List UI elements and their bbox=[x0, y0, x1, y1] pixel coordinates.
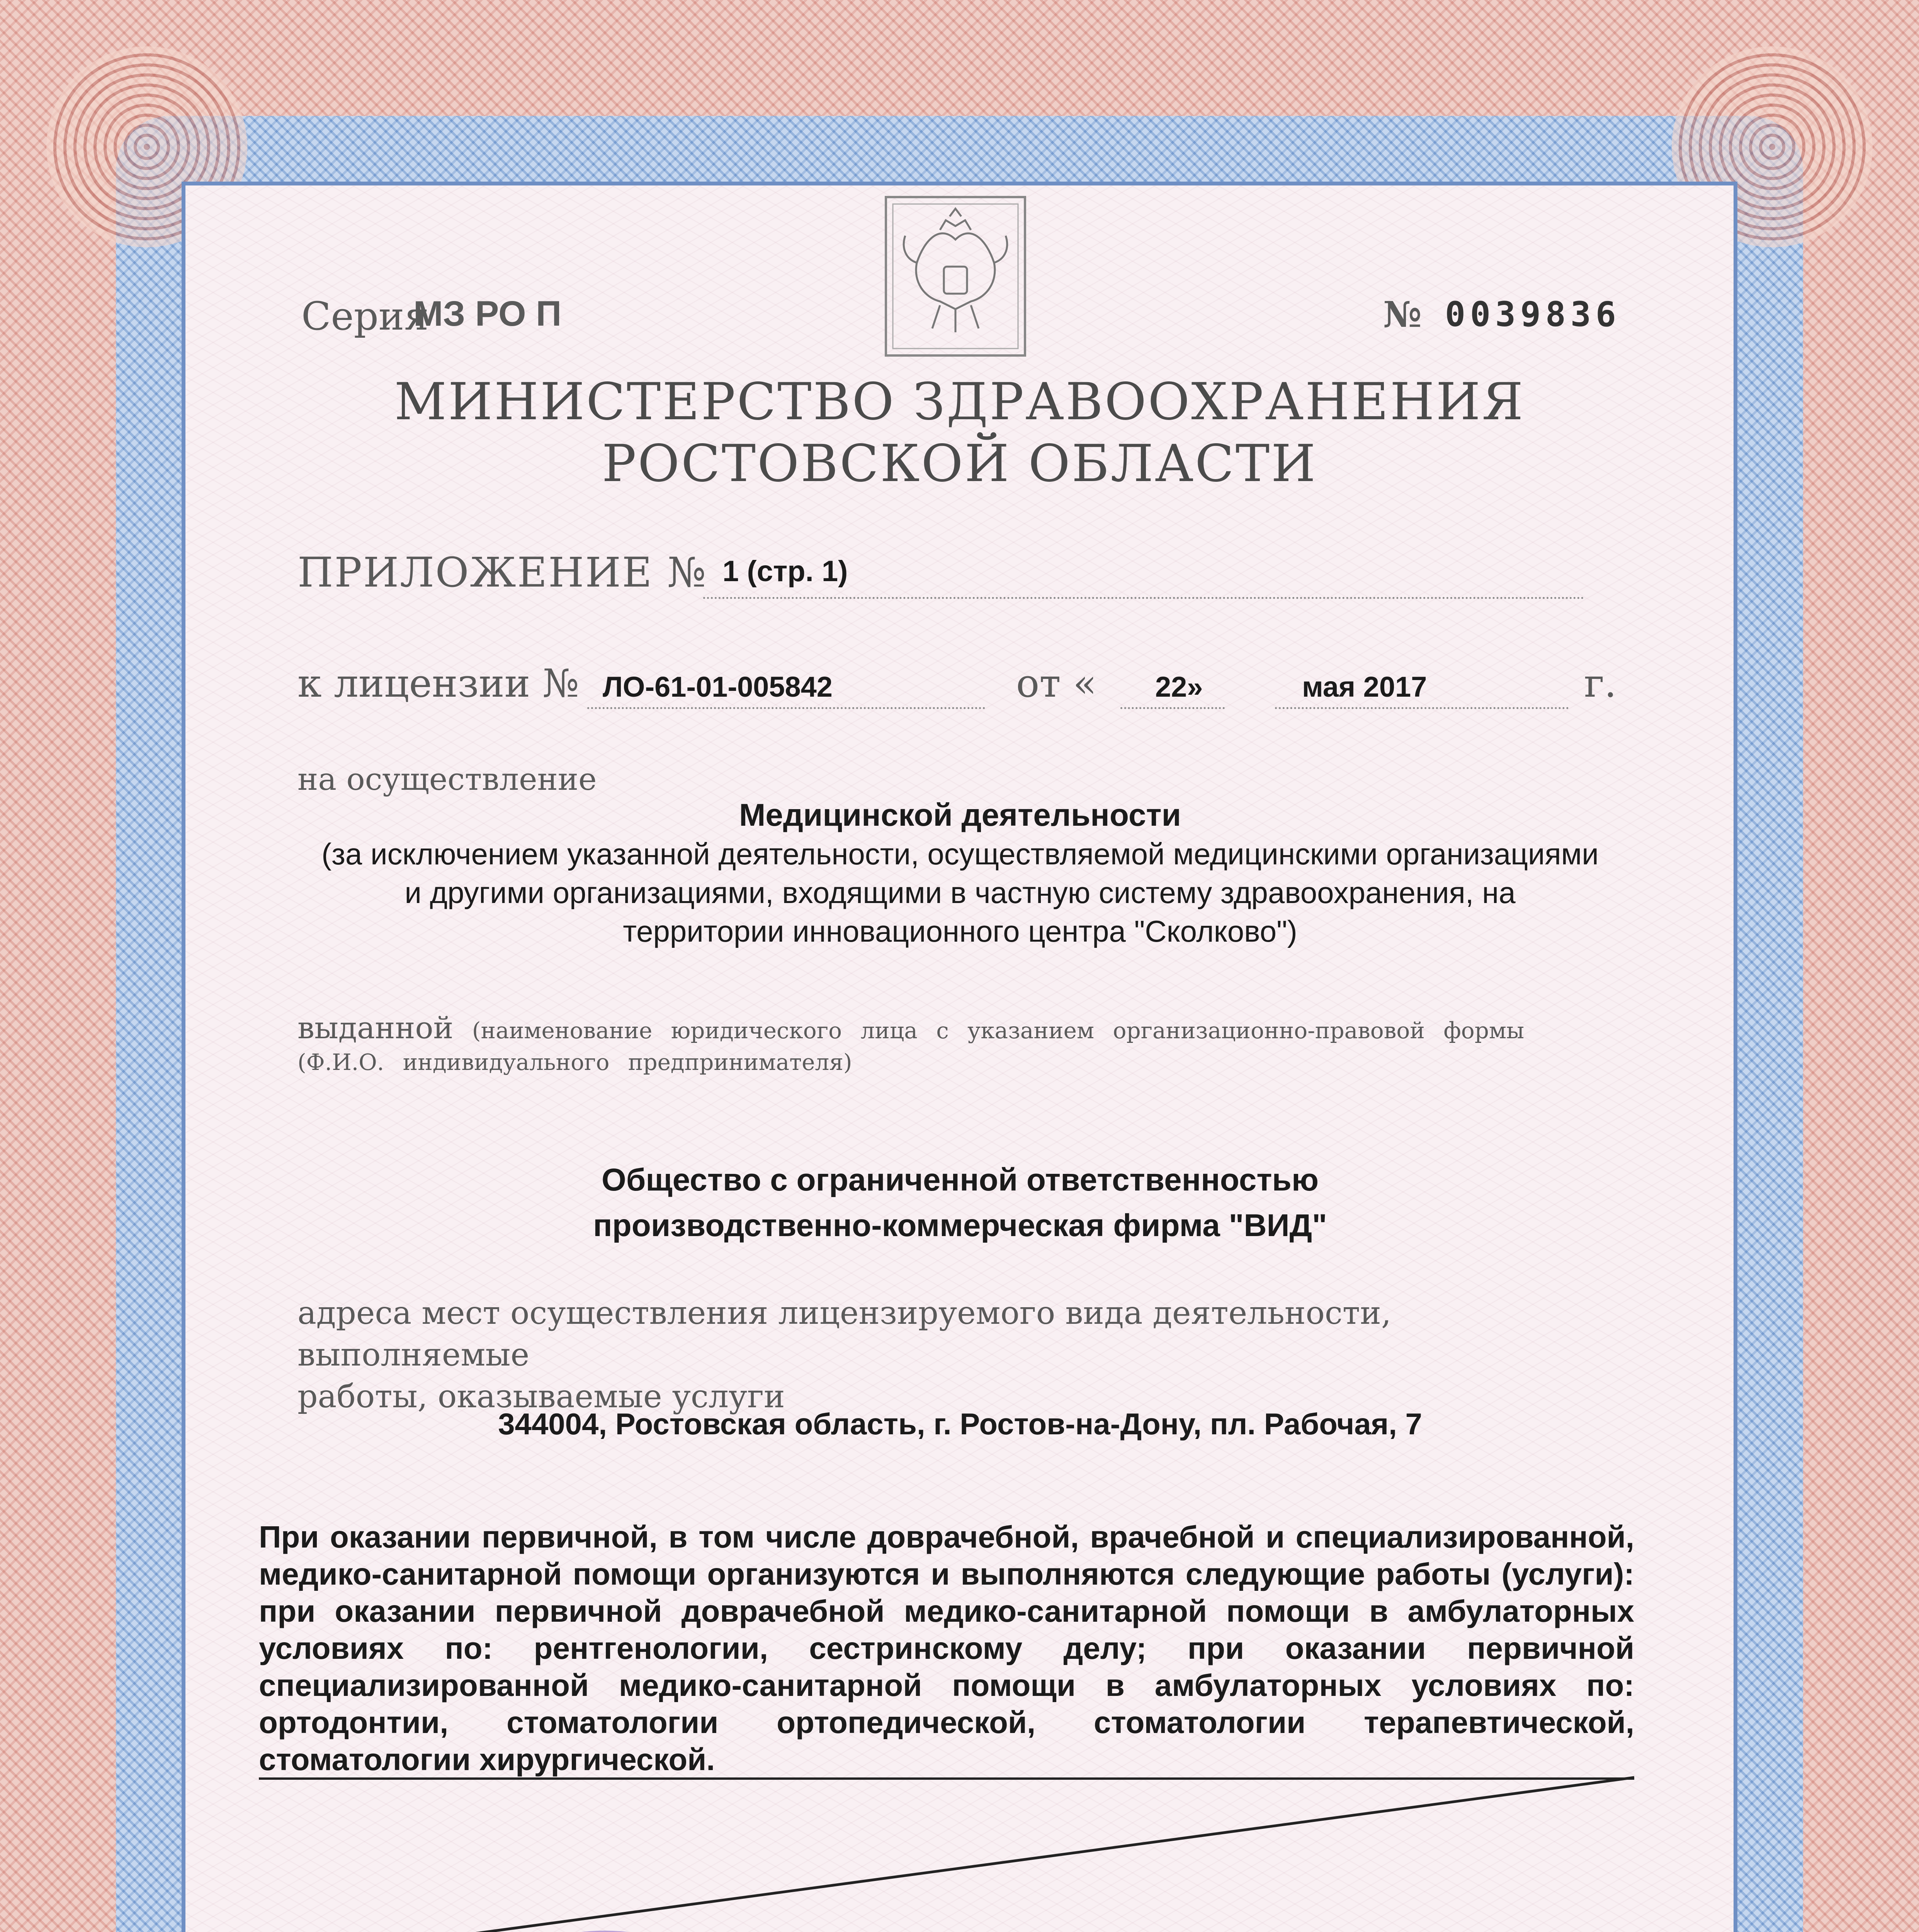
license-month-year: мая 2017 bbox=[1302, 671, 1427, 703]
appendix-label: ПРИЛОЖЕНИЕ № bbox=[297, 549, 707, 596]
license-number: ЛО-61-01-005842 bbox=[603, 671, 833, 703]
address-label bbox=[297, 1293, 1611, 1418]
activity-description bbox=[255, 777, 1665, 951]
issued-label-word: выданной bbox=[297, 1011, 454, 1046]
issued-hint: (наименование юридического лица с указанием организационно-правовой формы bbox=[472, 1017, 1525, 1044]
license-day-underline bbox=[1120, 707, 1225, 709]
license-year-suffix: г. bbox=[1584, 661, 1617, 706]
license-date-label: от « bbox=[1016, 661, 1097, 706]
official-seal-icon bbox=[398, 1920, 811, 1932]
license-month-underline bbox=[1275, 707, 1569, 709]
company-name bbox=[294, 1157, 1627, 1248]
number-label: № bbox=[1383, 294, 1422, 335]
appendix-underline bbox=[703, 597, 1584, 599]
works-services-text: При оказании первичной, в том числе доврачебной, врачебной и специализированной, медико-санитарной помощи организуются и выполняются следующие работы (услуги): при оказании первичной доврачебной медико-санитарной помощи в амбулаторных условиях по: рентгенологии, сестринскому делу; при оказании первичной специализированной медико-санитарной помощи в амбулаторных условиях по: ортодонтии, стоматологии ортопедической, стоматологии терапевтической, стоматологии хирургической. bbox=[259, 1520, 1634, 1777]
ministry-title-line: РОСТОВСКОЙ ОБЛАСТИ bbox=[602, 434, 1317, 493]
activity-line: территории инновационного центра "Сколково") bbox=[623, 914, 1297, 948]
ministry-title-line: МИНИСТЕРСТВО ЗДРАВООХРАНЕНИЯ bbox=[394, 372, 1525, 432]
license-day: 22» bbox=[1155, 671, 1203, 703]
license-number-underline bbox=[587, 707, 985, 709]
series-value: МЗ РО П bbox=[413, 294, 562, 333]
company-name-line: производственно-коммерческая фирма "ВИД" bbox=[593, 1208, 1327, 1243]
activity-label: на осуществление bbox=[297, 761, 597, 797]
activity-line: (за исключением указанной деятельности, осуществляемой медицинскими организациями bbox=[321, 837, 1599, 871]
blank-space-strike-line bbox=[270, 1762, 1634, 1932]
issued-hint: (Ф.И.О. индивидуального предпринимателя) bbox=[297, 1049, 852, 1075]
russian-coat-of-arms-icon bbox=[882, 193, 1029, 359]
activity-title: Медицинской деятельности bbox=[739, 798, 1181, 833]
company-name-line: Общество с ограниченной ответственностью bbox=[601, 1162, 1319, 1197]
issued-label bbox=[297, 1012, 1611, 1078]
form-number: 0039836 bbox=[1445, 294, 1621, 334]
activity-address: 344004, Ростовская область, г. Ростов-на-Дону, пл. Рабочая, 7 bbox=[498, 1407, 1422, 1441]
license-label: к лицензии № bbox=[297, 661, 579, 706]
address-label-line: адреса мест осуществления лицензируемого вида деятельности, выполняемые bbox=[297, 1295, 1391, 1373]
appendix-number: 1 (стр. 1) bbox=[722, 555, 848, 588]
address-label-line: работы, оказываемые услуги bbox=[297, 1378, 785, 1415]
ministry-title bbox=[270, 371, 1649, 495]
series-label: Серия bbox=[301, 294, 429, 339]
activity-line: и другими организациями, входящими в частную систему здравоохранения, на bbox=[405, 876, 1516, 910]
